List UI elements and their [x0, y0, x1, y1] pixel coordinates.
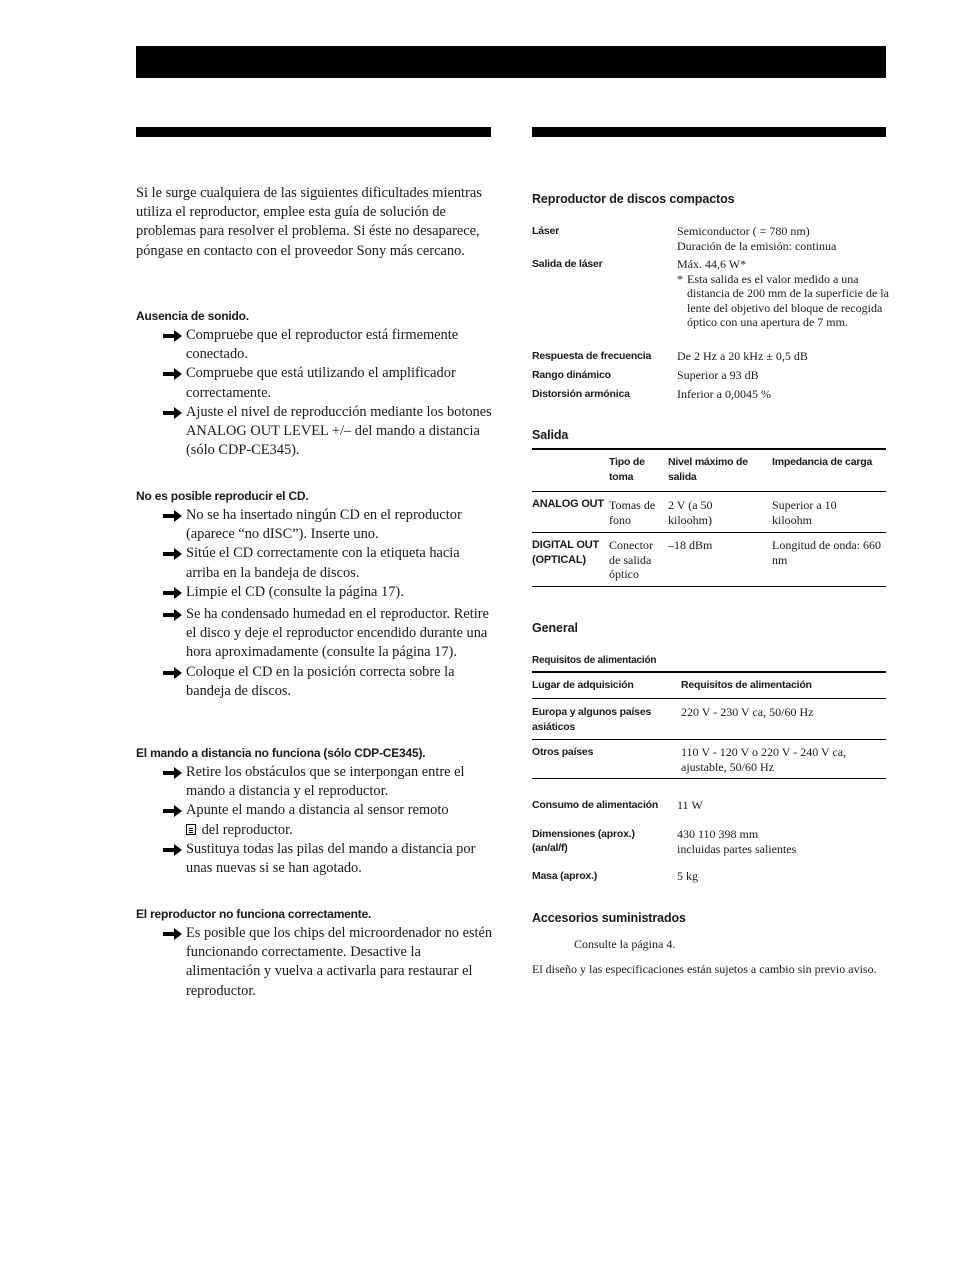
- problem-remote: [136, 745, 496, 878]
- spec-label: Salida de láser: [532, 258, 603, 270]
- intro-paragraph: [136, 184, 496, 261]
- arrow-right-icon: [136, 801, 186, 823]
- table-rule: [532, 532, 886, 533]
- table-cell: 110 V - 120 V o 220 V - 240 V ca, ajustable, 50/60 Hz: [681, 745, 847, 774]
- laser-value-2: Duración de la emisión: continua: [677, 238, 837, 253]
- left-section-rule: [136, 127, 491, 137]
- spec-label: Dimensiones (aprox.) (an/al/f): [532, 828, 635, 854]
- item-text: Limpie el CD (consulte la página 17).: [186, 583, 404, 600]
- section-title: No es posible reproducir el CD.: [136, 489, 309, 503]
- item-text: Sustituya todas las pilas del mando a distancia por unas nuevas si se han agotado.: [186, 840, 476, 877]
- spec-distortion: [532, 387, 886, 403]
- footnote-text: Esta salida es el valor medido a una distancia de 200 mm de la superficie de la lente del objetivo del bloque de recogida óptico con una apertura de 7 mm.: [687, 271, 889, 330]
- item-text: Coloque el CD en la posición correcta sobre la bandeja de discos.: [186, 663, 455, 699]
- section-title: Ausencia de sonido.: [136, 309, 249, 323]
- arrow-right-icon: [136, 403, 186, 425]
- item-text: Sitúe el CD correctamente con la etiqueta hacia arriba en la bandeja de discos.: [186, 545, 460, 581]
- arrow-right-icon: [136, 583, 186, 605]
- footnote-mark: *: [677, 271, 683, 286]
- list-item: [136, 663, 496, 701]
- list-item: [136, 801, 496, 839]
- list-item: [136, 364, 496, 402]
- table-cell: 2 V (a 50 kiloohm): [668, 498, 713, 527]
- item-text: No se ha insertado ningún CD en el reproductor (aparece “no dISC”). Inserte uno.: [186, 507, 462, 543]
- arrow-right-icon: [136, 506, 186, 528]
- problem-malfunction: [136, 906, 496, 1001]
- table-cell: DIGITAL OUT (OPTICAL): [532, 539, 600, 566]
- output-value: Máx. 44,6 W*: [677, 257, 747, 271]
- spec-value: [677, 257, 889, 330]
- section-title: El reproductor no funciona correctamente.: [136, 907, 372, 921]
- item-text: Se ha condensado humedad en el reproductor. Retire el disco y deje el reproductor encendido durante una hora aproximadamente (consulte la página 17).: [186, 606, 489, 661]
- arrow-right-icon: [136, 763, 186, 785]
- table-cell: Tomas de fono: [609, 498, 656, 527]
- list-item: [136, 544, 496, 582]
- spec-value: 5 kg: [677, 869, 698, 883]
- right-section-rule: [532, 127, 886, 137]
- item-text: Compruebe que el reproductor está firmemente conectado.: [186, 327, 459, 363]
- arrow-right-icon: [136, 326, 186, 348]
- table-cell: Longitud de onda: 660 nm: [772, 538, 881, 567]
- spec-laser-output: [532, 257, 889, 347]
- problem-no-sound: [136, 308, 496, 460]
- table-cell: 220 V - 230 V ca, 50/60 Hz: [681, 705, 814, 719]
- table-cell: –18 dBm: [668, 538, 713, 552]
- spec-label: Distorsión armónica: [532, 388, 630, 400]
- table-rule: [532, 698, 886, 699]
- spec-power-consumption: [532, 798, 886, 814]
- table-cell: Superior a 10 kiloohm: [772, 498, 837, 527]
- output-heading: Salida: [532, 428, 569, 442]
- footnote: [677, 272, 889, 330]
- accessories-text: Consulte la página 4.: [574, 937, 676, 951]
- item-text: Ajuste el nivel de reproducción mediante los botones ANALOG OUT LEVEL +/– del mando a distancia (sólo CDP-CE345).: [186, 403, 492, 459]
- table-rule: [532, 778, 886, 779]
- spec-value: De 2 Hz a 20 kHz ± 0,5 dB: [677, 349, 808, 363]
- spec-value: 11 W: [677, 798, 703, 812]
- general-heading: General: [532, 621, 578, 635]
- table-cell: ANALOG OUT: [532, 498, 604, 510]
- table-rule: [532, 671, 886, 673]
- arrow-right-icon: [136, 663, 186, 685]
- item-text-part: del reproductor.: [201, 821, 293, 838]
- spec-laser: [532, 224, 886, 256]
- table-rule: [532, 739, 886, 740]
- arrow-right-icon: [136, 840, 186, 862]
- table-header: Nivel máximo de salida: [668, 456, 748, 483]
- list-item: [136, 326, 496, 364]
- dimensions-note: incluidas partes salientes: [677, 841, 797, 856]
- problem-cannot-play: [136, 488, 496, 701]
- arrow-right-icon: [136, 605, 186, 627]
- spec-label: Consumo de alimentación: [532, 799, 659, 811]
- header-bar: [136, 46, 886, 78]
- spec-value: [677, 224, 889, 253]
- list-item: [136, 506, 496, 544]
- laser-value-1: Semiconductor ( = 780 nm): [677, 224, 810, 238]
- accessories-heading: Accesorios suministrados: [532, 911, 686, 925]
- item-text-part: Apunte el mando a distancia al sensor remoto: [186, 802, 449, 819]
- item-text: [186, 801, 496, 839]
- remote-sensor-icon: [186, 824, 196, 835]
- spec-dynamic-range: [532, 368, 886, 384]
- arrow-right-icon: [136, 924, 186, 946]
- table-header: Requisitos de alimentación: [681, 679, 812, 691]
- item-text: Compruebe que está utilizando el amplificador correctamente.: [186, 365, 456, 401]
- table-rule: [532, 448, 886, 450]
- arrow-right-icon: [136, 544, 186, 566]
- list-item: [136, 840, 496, 878]
- item-text: Retire los obstáculos que se interpongan entre el mando a distancia y el reproductor.: [186, 764, 465, 800]
- table-rule: [532, 586, 886, 587]
- spec-label: Rango dinámico: [532, 369, 611, 381]
- list-item: [136, 924, 496, 1001]
- table-header: Tipo de toma: [609, 456, 645, 483]
- table-cell: Europa y algunos países asiáticos: [532, 706, 652, 733]
- table-rule: [532, 491, 886, 492]
- spec-value: Inferior a 0,0045 %: [677, 387, 771, 401]
- power-requirements-label: Requisitos de alimentación: [532, 655, 657, 666]
- table-header: Lugar de adquisición: [532, 679, 634, 691]
- table-cell: Conector de salida óptico: [609, 538, 653, 582]
- spec-frequency: [532, 349, 886, 365]
- section-title: El mando a distancia no funciona (sólo CDP-CE345).: [136, 746, 426, 760]
- list-item: [136, 605, 496, 663]
- disclaimer-text: El diseño y las especificaciones están sujetos a cambio sin previo aviso.: [532, 962, 877, 976]
- arrow-right-icon: [136, 364, 186, 386]
- spec-label: Respuesta de frecuencia: [532, 350, 652, 362]
- cd-player-heading: Reproductor de discos compactos: [532, 192, 735, 206]
- table-header: Impedancia de carga: [772, 456, 873, 468]
- spec-label: Masa (aprox.): [532, 870, 598, 882]
- spec-label: Láser: [532, 225, 560, 237]
- table-cell: Otros países: [532, 746, 594, 758]
- spec-value: [677, 827, 889, 856]
- list-item: [136, 763, 496, 801]
- spec-value: Superior a 93 dB: [677, 368, 759, 382]
- spec-dimensions: [532, 827, 886, 857]
- spec-mass: [532, 869, 886, 885]
- item-text: Es posible que los chips del microordenador no estén funcionando correctamente. Desactive la alimentación y vuelva a activarla para restaurar el reproductor.: [186, 925, 493, 999]
- dimensions-value: 430 110 398 mm: [677, 827, 759, 841]
- list-item: [136, 403, 496, 461]
- intro-text: Si le surge cualquiera de las siguientes dificultades mientras utiliza el reproductor, emplee esta guía de solución de problemas para resolver el problema. Si éste no desaparece, póngase en contacto con el proveedor Sony más cercano.: [136, 185, 482, 259]
- list-item: [136, 583, 496, 605]
